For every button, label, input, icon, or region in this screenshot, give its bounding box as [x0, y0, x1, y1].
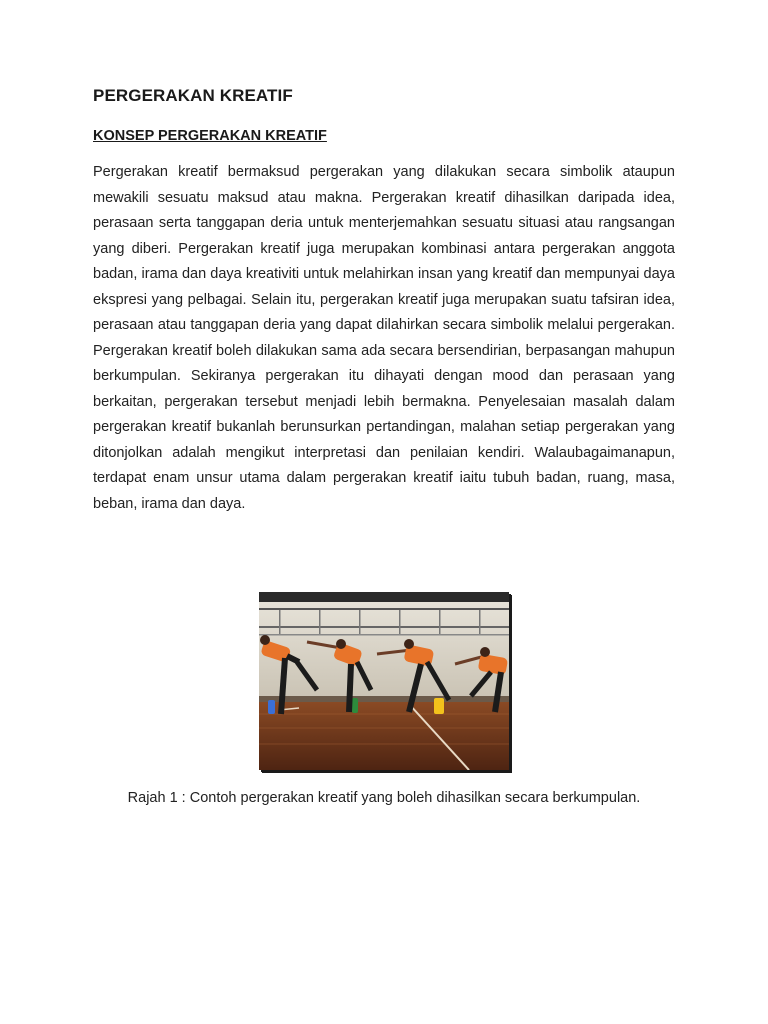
- body-paragraph: Pergerakan kreatif bermaksud pergerakan yang dilakukan secara simbolik ataupun mewakili sesuatu maksud atau makna. Pergerakan kreatif dihasilkan daripada idea, perasaan serta tanggapan deria untuk menterjemahkan sesuatu situasi atau rangsangan yang diberi. Pergerakan kreatif juga merupakan kombinasi antara pergerakan anggota badan, irama dan daya kreativiti untuk melahirkan insan yang kreatif dan mempunyai daya ekspresi yang pelbagai. Selain itu, pergerakan kreatif juga merupakan suatu tafsiran idea, perasaan atau tanggapan deria yang dapat dilahirkan secara simbolik melalui pergerakan. Pergerakan kreatif boleh dilakukan sama ada secara bersendirian, berpasangan mahupun berkumpulan. Sekiranya pergerakan itu dihayati dengan mood dan perasaan yang berkaitan, pergerakan tersebut menjadi lebih bermakna. Penyelesaian masalah dalam pergerakan kreatif bukanlah berunsurkan pertandingan, malahan setiap pergerakan yang ditonjolkan adalah mengikut interpretasi dan penilaian kendiri. Walaubagaimanapun, terdapat enam unsur utama dalam pergerakan kreatif iaitu tubuh badan, ruang, masa, beban, irama dan daya.: [93, 164, 675, 512]
- figure-caption: Rajah 1 : Contoh pergerakan kreatif yang boleh dihasilkan secara berkumpulan.: [127, 790, 641, 806]
- figure-photo: [259, 592, 509, 770]
- section-heading: KONSEP PERGERAKAN KREATIF: [93, 128, 327, 144]
- page-title: PERGERAKAN KREATIF: [93, 86, 293, 105]
- group-balance-photo-icon: [259, 592, 509, 770]
